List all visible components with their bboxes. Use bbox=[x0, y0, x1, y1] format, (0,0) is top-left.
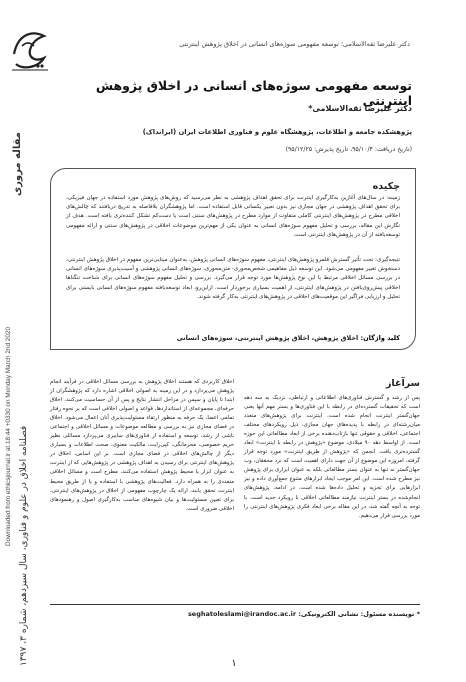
article-type-text: مقاله مروری bbox=[12, 132, 23, 196]
submission-dates: (تاریخ دریافت: ۹۵/۱۰/۴، تاریخ پذیرش: ۹۵/۱۲/۲۵) bbox=[285, 146, 412, 153]
corresponding-author-footnote: * نویسنده مسئول: نشانی الکترونیکی: seghatoleslami@irandoc.ac.ir bbox=[187, 610, 420, 618]
download-note-text: Downloaded from ethicsjournal.ir at 18:44 +0330 on Monday March 2nd 2020 bbox=[5, 326, 12, 546]
keywords-label: کلید واژگان: bbox=[360, 334, 400, 342]
abstract-paragraph-conclusion: نتیجه‌گیری: تحت تأثیر گسترش قلمرو پژوهش‌های اینترنتی، مفهوم سوژه‌های انسانی پژوهش، به‌عنوان مبنایی‌ترین مفهوم در اخلاق پژوهش اینترنتی، دستخوش تغییر مفهومی می‌شود. این توسعه ذیل مفاهیمی شخص‌محوری- متن‌محوری، سوژه‌های انسانی پژوهشی و آسیب‌پذیری سوژه‌های انسانی در بررسی مسائل اخلاقی مرتبط با این نوع پژوهش‌ها مورد توجه قرار می‌گیرد. بررسی و تحلیل مفهوم سوژه‌های انسانی برای شناخت تنگناها اخلاقی پیش‌روی‌یافتن در پژوهش‌های اینترنتی، از اهمیت بسیاری برخوردار است. ازاین‌رو، ابعاد توسعه‌یافته مفهوم سوژه‌های انسانی بایستی برای تحلیل و ارزیابی فراگیر این موقعیت‌های اخلاقی در پژوهش‌های اینترنتی به‌کار گرفته شوند. bbox=[66, 257, 400, 300]
body-left-column: اخلاق کاربردی که هستند اخلاق پژوهش به بررسی مسائل اخلاقی در فرآیند انجام پژوهش می‌پردازد و در این زمینه به اصولی اخلاقی اشاره دارد که پژوهشگران از ابتدا تا پایان و سپس در مراحل انتشار نتایج و پس از آن حساسیت می‌کنند. اخلاق حرفه‌ای، مجموعه‌ای از استانداردها، قواعد و اصولی اخلاقی است که بر نحوه رفتار تمامی اعضا، یک حرفه به منظور ارتقاء مسئولیت‌پذیری آنان اعمال می‌شود. اخلاق در فضای مجازی نیز به بررسی و مطالعه موضوعات و مسائل اخلاقی و اجتماعی ناشی از رشد، توسعه و استفاده از فناوری‌های سایبری می‌پردازد مسائلی نظیر حریم خصوصی، محرمانگی، کپی‌رایت، مالکیت معنوی، صحت اطلاعات و بسیاری دیگر از چالش‌های اخلاقی در فضای مجازی است. بر این اساس، اخلاق در پژوهش‌های اینترنتی برای رسیدن به اهداف پژوهشی در پژوهش‌هایی که از اینترنت به عنوان ابزار یا محیط پژوهش استفاده می‌کنند، مطرح است و مسائل اخلاقی متعددی را به همراه دارد. فعالیت‌های پژوهشی با استفاده و یا از طریق محیط اینترنت تحقق یابند، ارائه یک چارچوب مفهومی از اخلاق در پژوهش‌های اینترنتی، برای تعیین مسئولیت‌ها و بیان شیوه‌های مناسب به‌کارگیری اصول و رهنمودهای اخلاقی ضروری است. bbox=[50, 379, 234, 512]
page-number: ۱ bbox=[231, 658, 237, 669]
keywords bbox=[100, 334, 400, 342]
article-title: توسعه مفهومی سوژه‌های انسانی در اخلاق پژوهش اینترنتی bbox=[95, 78, 412, 108]
journal-logo bbox=[8, 24, 52, 74]
calligraphy-logo-icon bbox=[8, 24, 52, 74]
body-right-column: پس از رشد و گسترش فناوری‌های اطلاعاتی و ارتباطی، نزدیک به سه دهه است که تحقیقات گسترده‌ای در رابطه با این فناوری‌ها و بستر مهم آنها یعنی جهان‌گستر اینترنت انجام شده است. اینترنت برای پژوهش‌های متعدد میان‌رشته‌ای در رابطه با پدیده‌های جهان‌ مجازی، ذیل رویکردهای مختلف اجتماعی، اخلاقی و حقوقی تنها بازتاب‌دهنده برخی از ابعاد مطالعاتی این حوزه است. از اواسط دهه ۹۰ میلادی، موضوع «پژوهش در رابطه با اینترنت» ابعاد گسترده‌تری یافت. انجمن که «پژوهش از طریق اینترنت» مورد توجه قرار گرفته، امروزه این موضوع از آن جهت دارای اهمیت است که نزد محققان، وب جهان‌گستر نه تنها به عنوان بستر مطالعاتی بلکه به عنوان ابزاری برای پژوهش نیز مطرح شده است. این امر موجب ایجاد ابزارهای متنوع جمع‌آوری داده و نیز ابزارهایی برای تجزیه و تحلیل داده‌ها شده است. در ادامه، پژوهش‌های انجام‌شده در بستر اینترنت نیازمند مطالعاتی اخلاقی با رویکرد جدید است. با توجه به آنچه گفته شد، در این مقاله برخی ابعاد فکری پژوهش‌های اینترنتی را مورد بررسی قرار می‌دهیم. bbox=[244, 395, 420, 519]
journal-name-vertical bbox=[12, 350, 32, 670]
intro-heading: سرآغاز bbox=[385, 378, 420, 389]
author-name: دکتر علیرضا ثقه‌الاسلامی* bbox=[308, 104, 412, 113]
author-affiliation: پژوهشکده جامعه و اطلاعات، پژوهشگاه علوم و فناوری اطلاعات ایران (ایرانداک) bbox=[142, 128, 412, 136]
running-head: دکتر علیرضا ثقه‌الاسلامی؛ توسعه مفهومی سوژه‌های انسانی در اخلاق پژوهش اینترنتی bbox=[179, 40, 410, 48]
abstract-heading: چکیده bbox=[372, 181, 400, 192]
keywords-list: اخلاق پژوهش، اخلاق پژوهش اینترنتی، سوژه‌های انسانی bbox=[176, 334, 359, 342]
abstract-paragraph-background: زمینه: در سال‌های آغازین به‌کارگیری اینترنت برای تحقق اهداف پژوهشی به نظر می‌رسید که روش‌های پژوهش مورد استفاده در جهان فیزیکی، برای تحقق اهداف پژوهشی در جهان مجازی نیز بدون تعییر یکسانی قابل استفاده است. اما پژوهشگران بلافاصله به تدریج دریافتند که چالش‌های اخلاقی مطرح در پژوهش‌های اینترنتی کاملی متفاوت از موارد مطرح در پژوهش‌های سنتی است یا دست‌کم تشکل کننده‌تری یافته است. هدف از نگارش این مقاله، بررسی و تحلیل مفهوم سوژه‌های انسانی به عنوان یکی از مهم‌ترین موضوعات اخلاقی در پژوهش‌های سنتی و ارائه مفهومی توسعه‌یافته از آن در پژوهش‌های اینترنتی است. bbox=[66, 195, 400, 238]
journal-name-text: فصلنامه اخلاق در علوم و فناوری، سال سیزدهم، شماره ۳، ۱۳۹۷ bbox=[19, 425, 29, 666]
footnote-divider bbox=[50, 604, 420, 605]
